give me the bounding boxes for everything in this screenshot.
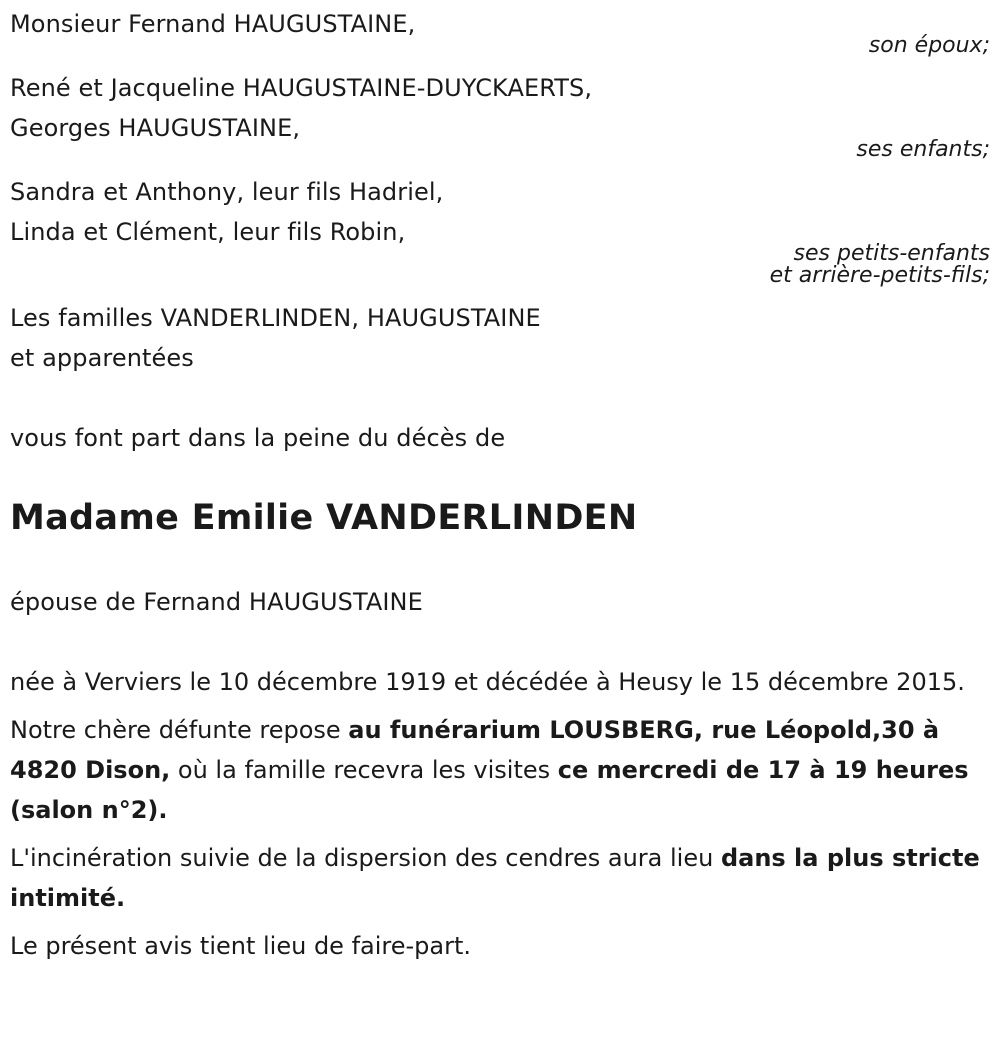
announcement-text: vous font part dans la peine du décès de [10,424,506,452]
children-role: ses enfants; [856,137,990,162]
birth-death-dates: née à Verviers le 10 décembre 1919 et décédée à Heusy le 15 décembre 2015. [10,668,965,696]
funeral-home-location: au funérarium LOUSBERG, rue Léopold,30 à 4820 Dison, [10,716,940,784]
husband-role: son époux; [868,33,990,58]
deceased-name: Madame Emilie VANDERLINDEN [10,498,638,538]
grandchild-name: Sandra et Anthony, leur fils Hadriel, [10,178,444,206]
visiting-hours: ce mercredi de 17 à 19 heures (salon n°2). [10,756,969,824]
grandchildren-role: ses petits-enfants [793,241,990,266]
obituary-notice [10,4,990,974]
husband-name: Monsieur Fernand HAUGUSTAINE, [10,10,416,38]
notice-statement: Le présent avis tient lieu de faire-part. [10,932,472,960]
child-name: René et Jacqueline HAUGUSTAINE-DUYCKAERTS, [10,74,593,102]
cremation-details [10,838,990,918]
rest-text: Notre chère défunte repose [10,716,349,744]
visit-text: où la famille recevra les visites [170,756,558,784]
spouse-line: épouse de Fernand HAUGUSTAINE [10,588,423,616]
funeral-home-details [10,710,990,830]
child-name: Georges HAUGUSTAINE, [10,114,301,142]
great-grandchildren-role: et arrière-petits-fils; [769,263,990,288]
cremation-text: L'incinération suivie de la dispersion des cendres aura lieu [10,844,721,872]
relatives-line: et apparentées [10,344,194,372]
grandchild-name: Linda et Clément, leur fils Robin, [10,218,406,246]
relatives-line: Les familles VANDERLINDEN, HAUGUSTAINE [10,304,541,332]
cremation-privacy: dans la plus stricte intimité. [10,844,980,912]
